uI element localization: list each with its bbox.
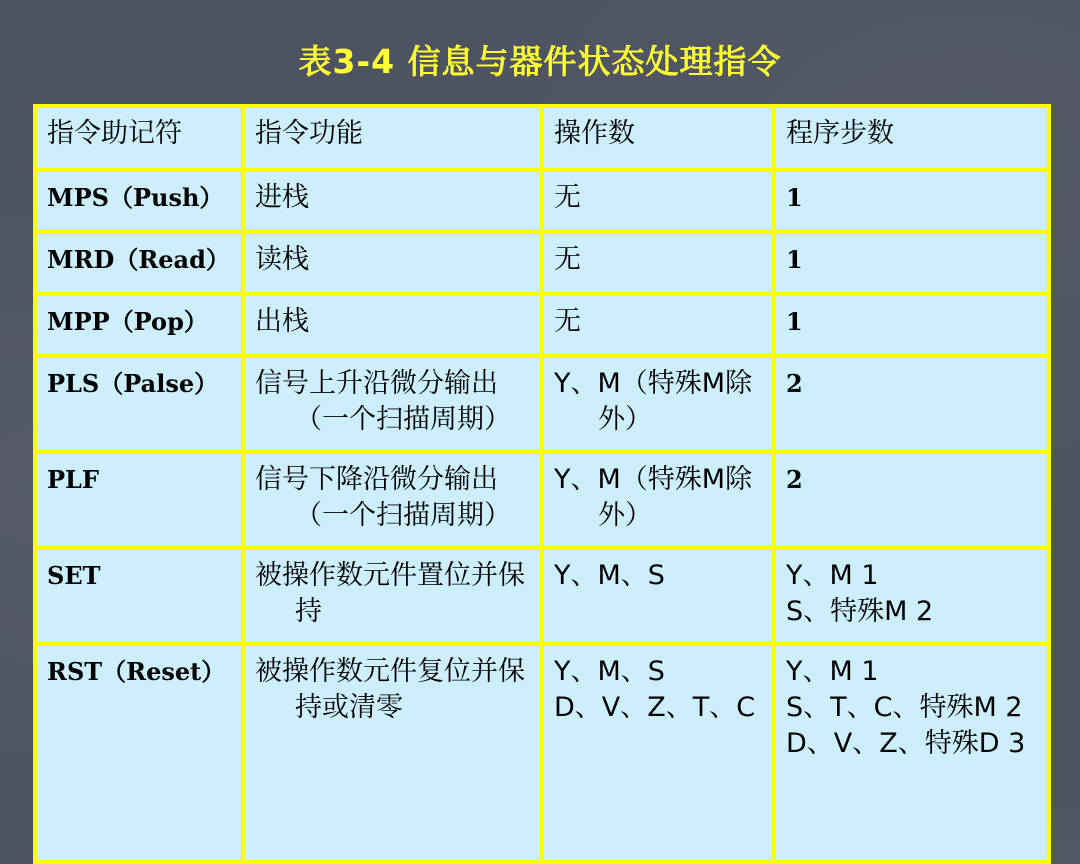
header-steps: 程序步数 xyxy=(776,108,1047,168)
cell-operands xyxy=(544,550,772,642)
operands-text: D、V、Z、T、C xyxy=(554,692,756,723)
cell-operands xyxy=(544,172,772,230)
cell-function xyxy=(245,358,540,450)
steps-text: S、T、C、特殊M 2 xyxy=(786,692,1023,723)
function-text: 读栈 xyxy=(255,244,309,275)
cell-mnemonic: RST（Reset） xyxy=(37,646,241,860)
cell-function xyxy=(245,296,540,354)
cell-mnemonic: PLF xyxy=(37,454,241,546)
operands-text: Y、M（特殊M除外） xyxy=(554,464,753,531)
table-header-row xyxy=(37,108,1047,168)
cell-function xyxy=(245,234,540,292)
function-text: 信号上升沿微分输出（一个扫描周期） xyxy=(255,368,511,435)
steps-text: 2 xyxy=(786,369,803,398)
table-row xyxy=(37,296,1047,354)
operands-text: Y、M（特殊M除外） xyxy=(554,368,753,435)
cell-steps xyxy=(776,646,1047,860)
steps-text: 1 xyxy=(786,307,803,336)
table-row xyxy=(37,454,1047,546)
operands-text: 无 xyxy=(554,244,581,275)
function-text: 出栈 xyxy=(255,306,309,337)
operands-text: Y、M、S xyxy=(554,560,665,591)
cell-mnemonic: MPP（Pop） xyxy=(37,296,241,354)
cell-operands xyxy=(544,296,772,354)
cell-mnemonic: SET xyxy=(37,550,241,642)
function-text: 被操作数元件复位并保持或清零 xyxy=(255,656,525,723)
steps-text: D、V、Z、特殊D 3 xyxy=(786,728,1026,759)
cell-steps xyxy=(776,234,1047,292)
header-operands: 操作数 xyxy=(544,108,772,168)
cell-operands xyxy=(544,646,772,860)
steps-text: Y、M 1 xyxy=(786,560,879,591)
table-row xyxy=(37,234,1047,292)
cell-operands xyxy=(544,358,772,450)
function-text: 进栈 xyxy=(255,182,309,213)
function-text: 被操作数元件置位并保持 xyxy=(255,560,525,627)
table-row xyxy=(37,550,1047,642)
operands-text: 无 xyxy=(554,182,581,213)
cell-function xyxy=(245,550,540,642)
cell-operands xyxy=(544,454,772,546)
steps-text: 1 xyxy=(786,183,803,212)
cell-function xyxy=(245,454,540,546)
operands-text: 无 xyxy=(554,306,581,337)
cell-steps xyxy=(776,454,1047,546)
cell-mnemonic: MPS（Push） xyxy=(37,172,241,230)
cell-mnemonic: MRD（Read） xyxy=(37,234,241,292)
cell-steps xyxy=(776,550,1047,642)
page-title: 表3-4 信息与器件状态处理指令 xyxy=(298,42,782,81)
cell-steps xyxy=(776,172,1047,230)
instruction-table xyxy=(33,104,1051,864)
steps-text: Y、M 1 xyxy=(786,656,879,687)
header-mnemonic: 指令助记符 xyxy=(37,108,241,168)
operands-text: Y、M、S xyxy=(554,656,665,687)
cell-steps xyxy=(776,358,1047,450)
table-row xyxy=(37,358,1047,450)
steps-text: 2 xyxy=(786,465,803,494)
steps-text: 1 xyxy=(786,245,803,274)
cell-function xyxy=(245,172,540,230)
steps-text: S、特殊M 2 xyxy=(786,596,934,627)
cell-mnemonic: PLS（Palse） xyxy=(37,358,241,450)
cell-operands xyxy=(544,234,772,292)
function-text: 信号下降沿微分输出（一个扫描周期） xyxy=(255,464,511,531)
header-function: 指令功能 xyxy=(245,108,540,168)
cell-steps xyxy=(776,296,1047,354)
table-row xyxy=(37,172,1047,230)
cell-function xyxy=(245,646,540,860)
table-row xyxy=(37,646,1047,860)
